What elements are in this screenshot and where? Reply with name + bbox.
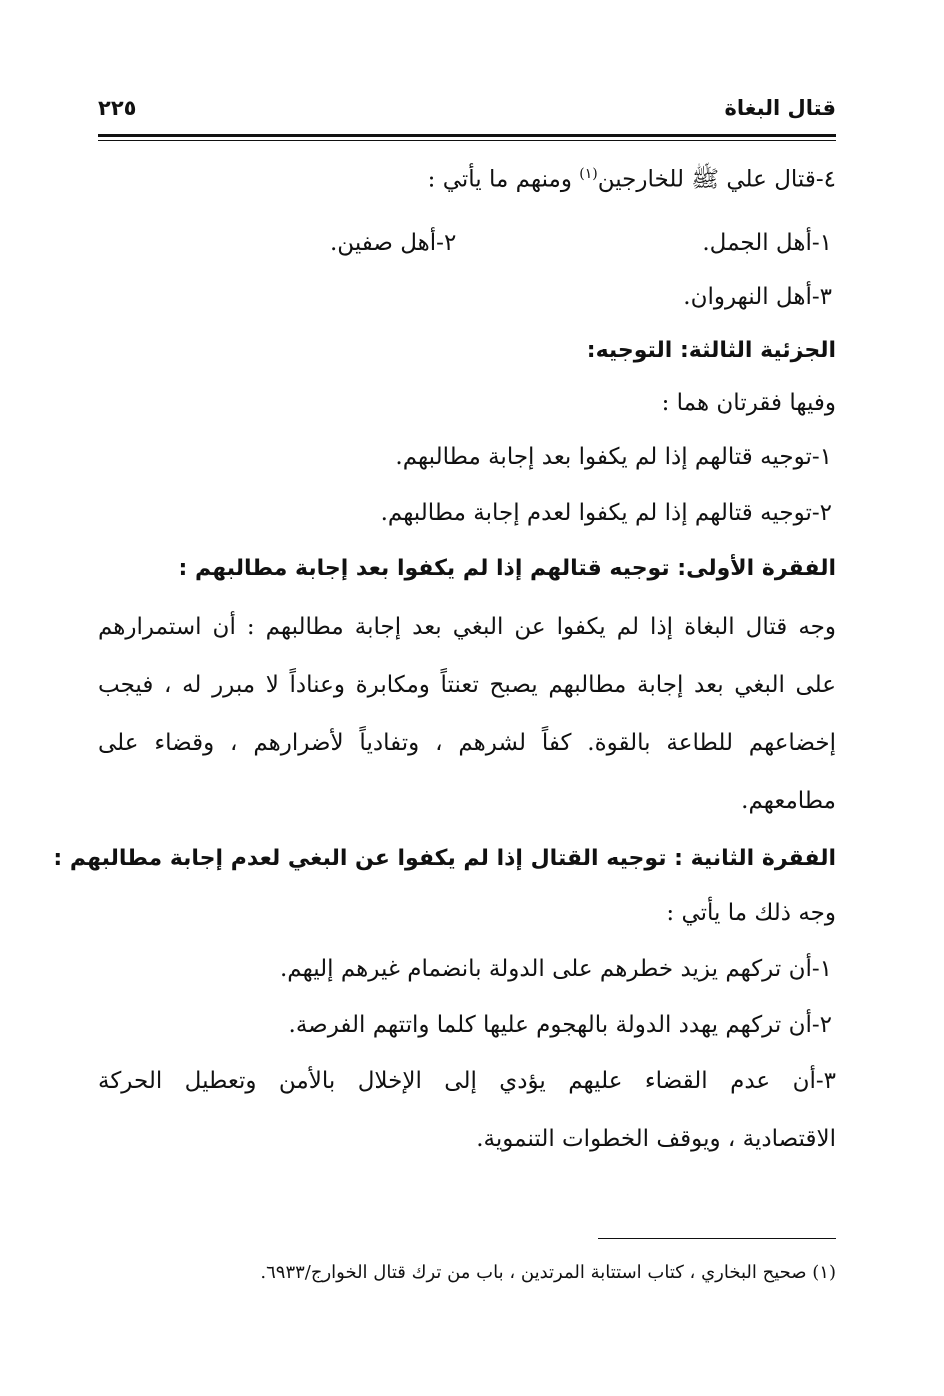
reason-1: ١-أن تركهم يزيد خطرهم على الدولة بانضمام غيرهم إليهم. xyxy=(279,956,832,982)
intro-line: وفيها فقرتان هما : xyxy=(661,390,836,416)
footnote-rule xyxy=(598,1238,836,1239)
page-number: ٢٢٥ xyxy=(98,96,137,120)
section-heading-f1: الفقرة الأولى: توجيه قتالهم إذا لم يكفوا بعد إجابة مطالبهم : xyxy=(178,556,836,581)
reason-2: ٢-أن تركهم يهدد الدولة بالهجوم عليها كلما واتتهم الفرصة. xyxy=(288,1012,832,1038)
footnote: (١) صحيح البخاري ، كتاب استتابة المرتدين ، باب من ترك قتال الخوارج/٦٩٣٣. xyxy=(260,1262,836,1283)
intro2-line: وجه ذلك ما يأتي : xyxy=(666,900,836,926)
sub-item-3: ٣-أهل النهروان. xyxy=(683,284,832,310)
sub-item-2: ٢-أهل صفين. xyxy=(330,230,457,256)
header-rule-thick xyxy=(98,134,836,137)
sub-item-1: ١-أهل الجمل. xyxy=(702,230,832,256)
item-4-line xyxy=(428,166,836,194)
running-title: قتال البغاة xyxy=(724,96,836,120)
reason-3-line1: ٣-أن عدم القضاء عليهم يؤدي إلى الإخلال بالأمن وتعطيل الحركة xyxy=(98,1068,836,1094)
honorific-glyph: ﷺ xyxy=(691,166,720,193)
para1-line4: مطامعهم. xyxy=(741,788,836,814)
page-header xyxy=(98,92,836,130)
item-4-part-a: ٤-قتال علي xyxy=(719,166,836,193)
point-1: ١-توجيه قتالهم إذا لم يكفوا بعد إجابة مطالبهم. xyxy=(395,444,832,470)
point-2: ٢-توجيه قتالهم إذا لم يكفوا لعدم إجابة مطالبهم. xyxy=(380,500,832,526)
item-4-part-b: للخارجين xyxy=(597,166,692,193)
reason-3-line2: الاقتصادية ، ويوقف الخطوات التنموية. xyxy=(476,1126,836,1152)
para1-line1: وجه قتال البغاة إذا لم يكفوا عن البغي بعد إجابة مطالبهم : أن استمرارهم xyxy=(98,614,836,640)
section-heading-f2: الفقرة الثانية : توجيه القتال إذا لم يكفوا عن البغي لعدم إجابة مطالبهم : xyxy=(53,846,836,871)
footnote-marker[interactable]: (١) xyxy=(579,166,598,182)
para1-line3: إخضاعهم للطاعة بالقوة. كفاً لشرهم ، وتفادياً لأضرارهم ، وقضاء على xyxy=(98,730,836,756)
para1-line2: على البغي بعد إجابة مطالبهم يصبح تعنتاً ومكابرة وعناداً لا مبرر له ، فيجب xyxy=(98,672,836,698)
header-rule-thin xyxy=(98,140,836,141)
section-heading-part3: الجزئية الثالثة: التوجيه: xyxy=(586,338,836,363)
item-4-part-c: ومنهم ما يأتي : xyxy=(427,166,580,193)
